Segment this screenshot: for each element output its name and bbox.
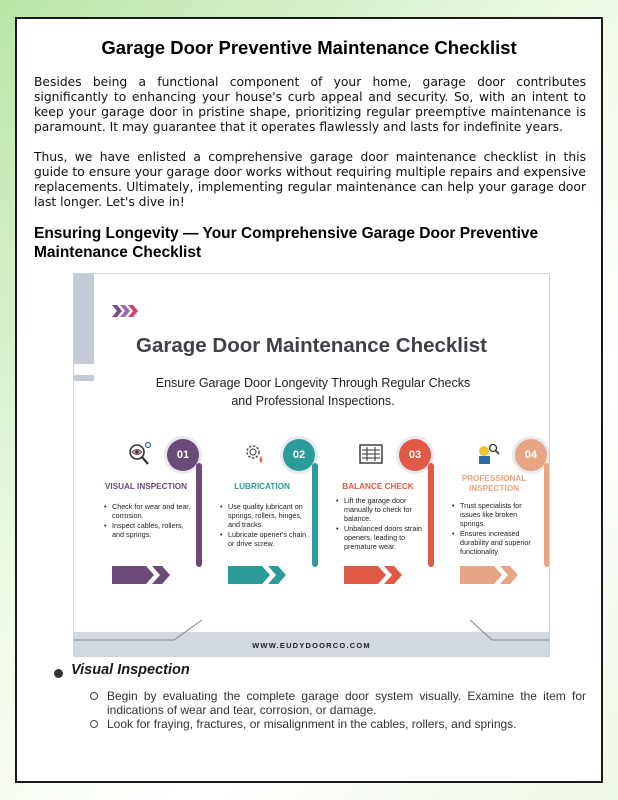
card-bullet: • Trust specialists for issues like broken springs. [452,501,542,528]
card-accent-bar [196,463,202,567]
arrows-icon [344,566,408,584]
infographic-subtitle: Ensure Garage Door Longevity Through Regular Checks and Professional Inspections. [155,376,471,408]
card-number-badge: 01 [167,439,199,471]
checklist-card-lubrication [214,435,318,575]
card-bullet-list [104,502,194,540]
card-bullet: • Inspect cables, rollers, and springs. [104,521,194,539]
list-item-text: Begin by evaluating the complete garage door system visually. Examine the item for indications of wear and tear, corrosion, or damage. [107,689,586,717]
summary-paragraph: Thus, we have enlisted a comprehensive garage door maintenance checklist in this guide to ensure your garage door works without requiring multiple repairs and expensive replacements. Ultimately, implementing regular maintenance can help your garage door last longer. Let's dive in! [34,150,586,209]
card-label: BALANCE CHECK [342,482,414,491]
checklist-card-visual-inspection [98,435,202,575]
list-item [90,718,586,732]
card-label: LUBRICATION [234,482,290,491]
decorative-strip-small [74,375,94,381]
card-bullet: • Unbalanced doors strain openers, leading to premature wear. [336,524,426,551]
card-number-badge: 03 [399,439,431,471]
infographic-title: Garage Door Maintenance Checklist [136,334,487,357]
page-title: Garage Door Preventive Maintenance Checklist [101,37,517,58]
card-number-badge: 02 [283,439,315,471]
technician-icon [474,441,500,467]
checklist-card-professional-inspection [446,435,550,575]
card-label: PROFESSIONAL INSPECTION [461,474,527,493]
hollow-bullet-icon [90,720,98,728]
card-bullet: • Check for wear and tear, corrosion. [104,502,194,520]
card-accent-bar [312,463,318,567]
checklist-card-balance-check [330,435,434,575]
list-item-text: Look for fraying, fractures, or misalignment in the cables, rollers, and springs. [107,717,517,731]
card-bullet: • Use quality lubricant on springs, rollers, hinges, and tracks. [220,502,310,529]
card-number-badge: 04 [515,439,547,471]
infographic-website: WWW.EUDYDOORCO.COM [252,641,371,650]
chevrons-icon [112,305,138,317]
card-bullet-list [220,502,310,549]
card-bullet: • Lift the garage door manually to check for balance. [336,496,426,523]
card-bullet: • Lubricate opener's chain or drive screw. [220,530,310,548]
card-bullet: • Ensures increased durability and superior functionality. [452,529,542,556]
visual-inspection-list [90,690,586,733]
intro-paragraph: Besides being a functional component of your home, garage door contributes significantly to enhancing your house's curb appeal and security. So, with an intent to keep your garage door in pristine shape, prioritizing regular preemptive maintenance is paramount. It may guarantee that it operates flawlessly and lasts for indefinite years. [34,75,586,134]
bullet-dot-icon [54,669,63,678]
card-accent-bar [544,463,550,567]
arrows-icon [228,566,292,584]
arrows-icon [112,566,176,584]
hollow-bullet-icon [90,692,98,700]
card-accent-bar [428,463,434,567]
arrows-icon [460,566,524,584]
eye-magnifier-icon [126,441,152,467]
card-bullet-list [336,496,426,552]
section-heading: Ensuring Longevity — Your Comprehensive Garage Door Preventive Maintenance Checklist [34,225,539,261]
card-bullet-list [452,501,542,557]
maintenance-infographic [73,273,550,657]
card-label: VISUAL INSPECTION [104,482,188,491]
garage-door-icon [358,441,384,467]
document-page [15,17,603,783]
visual-inspection-heading: Visual Inspection [71,662,190,678]
list-item [90,690,586,717]
gear-oil-icon [242,441,268,467]
